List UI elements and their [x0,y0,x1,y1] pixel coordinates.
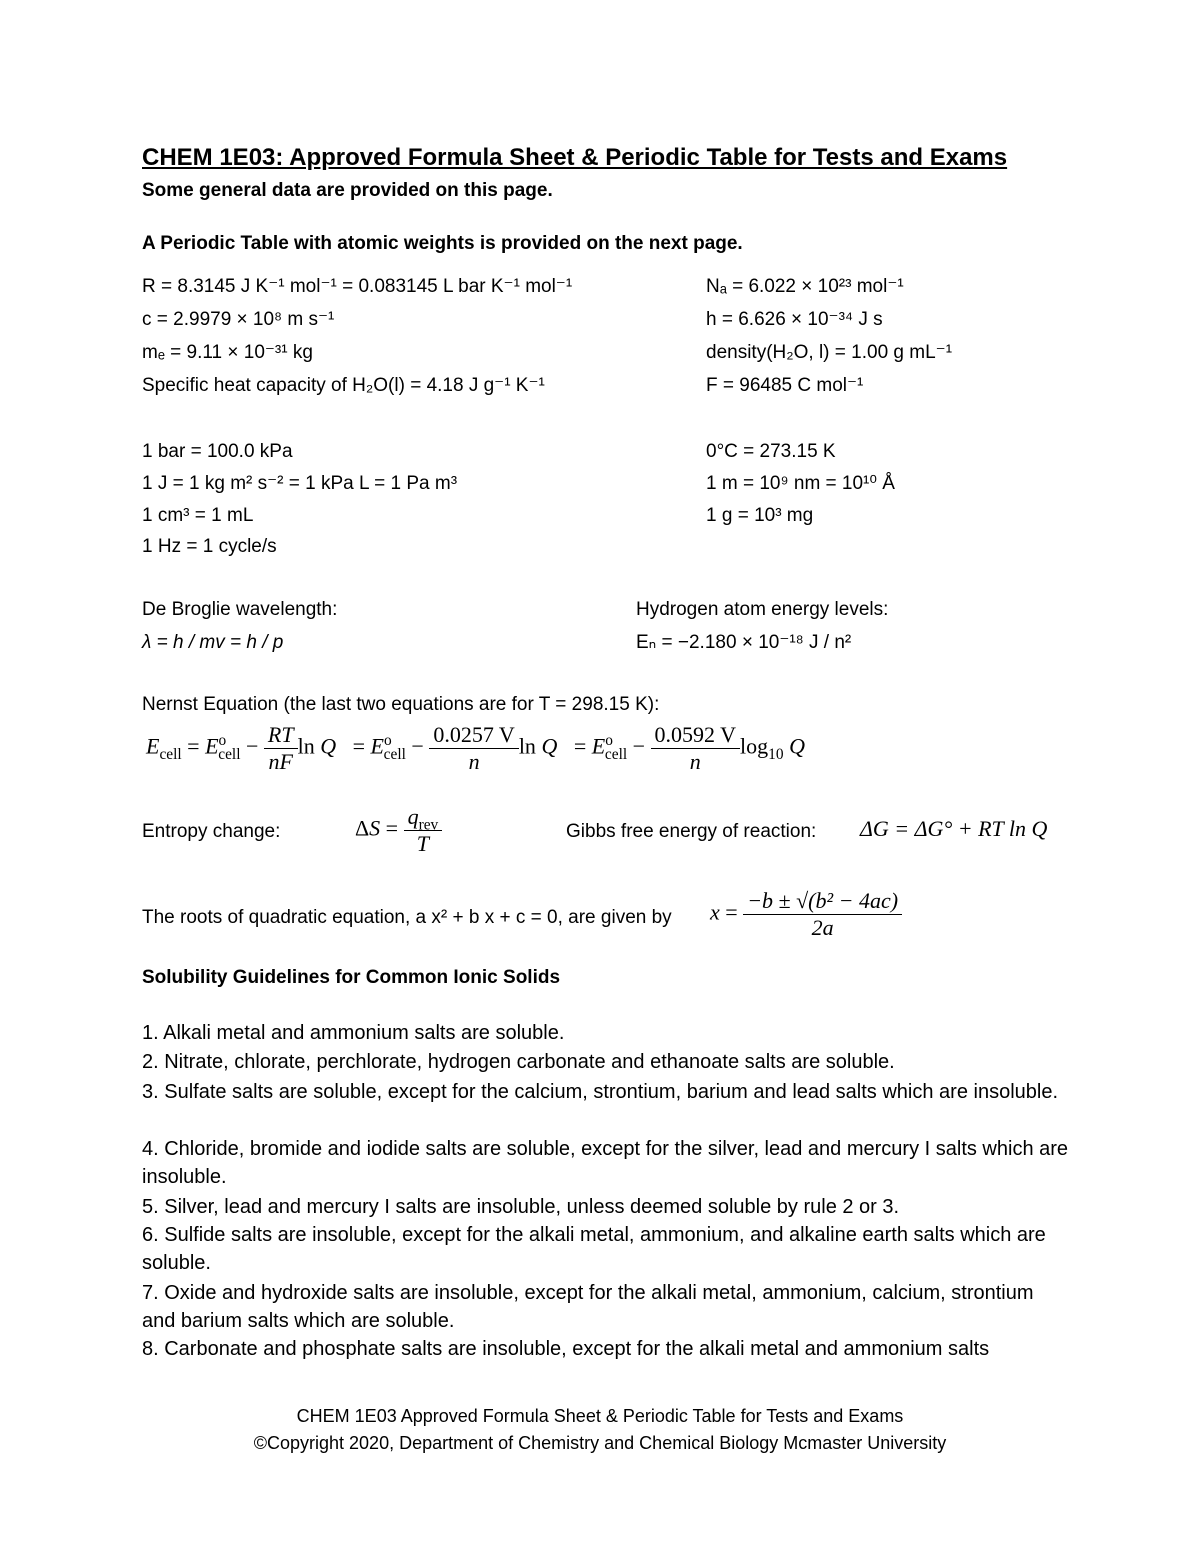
conversion-bar: 1 bar = 100.0 kPa [142,441,293,462]
avogadro-constant: Nₐ = 6.022 × 10²³ mol⁻¹ [706,276,904,297]
entropy-num: q [407,804,419,829]
quadratic-label: The roots of quadratic equation, a x² + b x + c = 0, are given by [142,907,672,928]
footer-line-1: CHEM 1E03 Approved Formula Sheet & Periodic Table for Tests and Exams [296,1406,904,1426]
electron-mass: mₑ = 9.11 × 10⁻³¹ kg [142,342,313,363]
footer-copyright: ©Copyright 2020, Department of Chemistry and Chemical Biology Mcmaster University [253,1433,947,1453]
entropy-num-sub: rev [418,816,439,834]
faraday-constant: F = 96485 C mol⁻¹ [706,375,864,396]
gibbs-equation: ΔG = ΔG° + RT ln Q [860,816,1048,841]
conversion-hz: 1 Hz = 1 cycle/s [142,536,277,557]
nernst-frac1-den: nF [268,749,293,774]
quadratic-equation: x = $\frac{\text{−b ± √(b² − 4ac)}}{2a}$ [710,888,902,941]
solubility-rule-2: 2. Nitrate, chlorate, perchlorate, hydrogen carbonate and ethanoate salts are soluble. [142,1051,895,1073]
page-subtitle: Some general data are provided on this page. [142,180,553,201]
solubility-heading: Solubility Guidelines for Common Ionic Solids [142,967,561,988]
speed-of-light: c = 2.9979 × 10⁸ m s⁻¹ [142,309,335,330]
gas-constant: R = 8.3145 J K⁻¹ mol⁻¹ = 0.083145 L bar K⁻¹ mol⁻¹ [142,276,573,297]
solubility-rule-1: 1. Alkali metal and ammonium salts are soluble. [142,1022,565,1044]
entropy-label: Entropy change: [142,821,281,842]
nernst-frac3-num: 0.0592 V [651,722,741,749]
solubility-rule-8: 8. Carbonate and phosphate salts are insoluble, except for the alkali metal and ammonium salts [142,1338,990,1360]
nernst-equation: $E_{cell} = E^o_{cell}$ − $\frac{RT}{nF}$ $\ln Q = E^o_{cell}$ − $\frac{0.0257 V}{n}$ $\ln Q = E^o_{cell}$ − $\frac{0.0592 V}{n}$ $\log_{10} Q$ [146,722,805,774]
water-density: density(H₂O, l) = 1.00 g mL⁻¹ [706,342,953,363]
quadratic-den: 2a [811,915,834,940]
solubility-rule-4: 4. Chloride, bromide and iodide salts are soluble, except for the silver, lead and mercury I salts which are insoluble. [142,1138,1069,1188]
entropy-equation: ΔS = $\frac{q_{rev}}{T}$ [355,804,442,857]
solubility-rule-7: 7. Oxide and hydroxide salts are insoluble, except for the alkali metal, ammonium, calcium, strontium and barium salts which are soluble. [142,1282,1034,1332]
gibbs-label: Gibbs free energy of reaction: [566,821,817,842]
debroglie-equation: λ = h / mv = h / p [142,632,284,653]
quadratic-num: −b ± √(b² − 4ac) [743,888,902,915]
conversion-meter: 1 m = 10⁹ nm = 10¹⁰ Å [706,473,895,494]
periodic-note: A Periodic Table with atomic weights is provided on the next page. [142,233,743,254]
debroglie-label: De Broglie wavelength: [142,599,338,620]
conversion-cm3: 1 cm³ = 1 mL [142,505,254,526]
solubility-rule-6: 6. Sulfide salts are insoluble, except for the alkali metal, ammonium, and alkaline earth salts which are soluble. [142,1224,1046,1274]
hydrogen-equation: Eₙ = −2.180 × 10⁻¹⁸ J / n² [636,632,852,653]
planck-constant: h = 6.626 × 10⁻³⁴ J s [706,309,883,330]
conversion-gram: 1 g = 10³ mg [706,505,814,526]
conversion-celsius: 0°C = 273.15 K [706,441,836,462]
entropy-den: T [416,831,430,856]
solubility-rule-3: 3. Sulfate salts are soluble, except for the calcium, strontium, barium and lead salts which are insoluble. [142,1081,1059,1103]
hydrogen-label: Hydrogen atom energy levels: [636,599,889,620]
conversion-joule: 1 J = 1 kg m² s⁻² = 1 kPa L = 1 Pa m³ [142,473,458,494]
nernst-frac1-num: RT [264,722,298,749]
specific-heat: Specific heat capacity of H₂O(l) = 4.18 J g⁻¹ K⁻¹ [142,375,545,396]
nernst-label: Nernst Equation (the last two equations are for T = 298.15 K): [142,694,660,715]
nernst-frac3-den: n [689,749,701,774]
page-title: CHEM 1E03: Approved Formula Sheet & Periodic Table for Tests and Exams [142,144,1008,171]
solubility-rule-5: 5. Silver, lead and mercury I salts are insoluble, unless deemed soluble by rule 2 or 3. [142,1196,900,1218]
nernst-frac2-num: 0.0257 V [429,722,519,749]
nernst-frac2-den: n [468,749,480,774]
